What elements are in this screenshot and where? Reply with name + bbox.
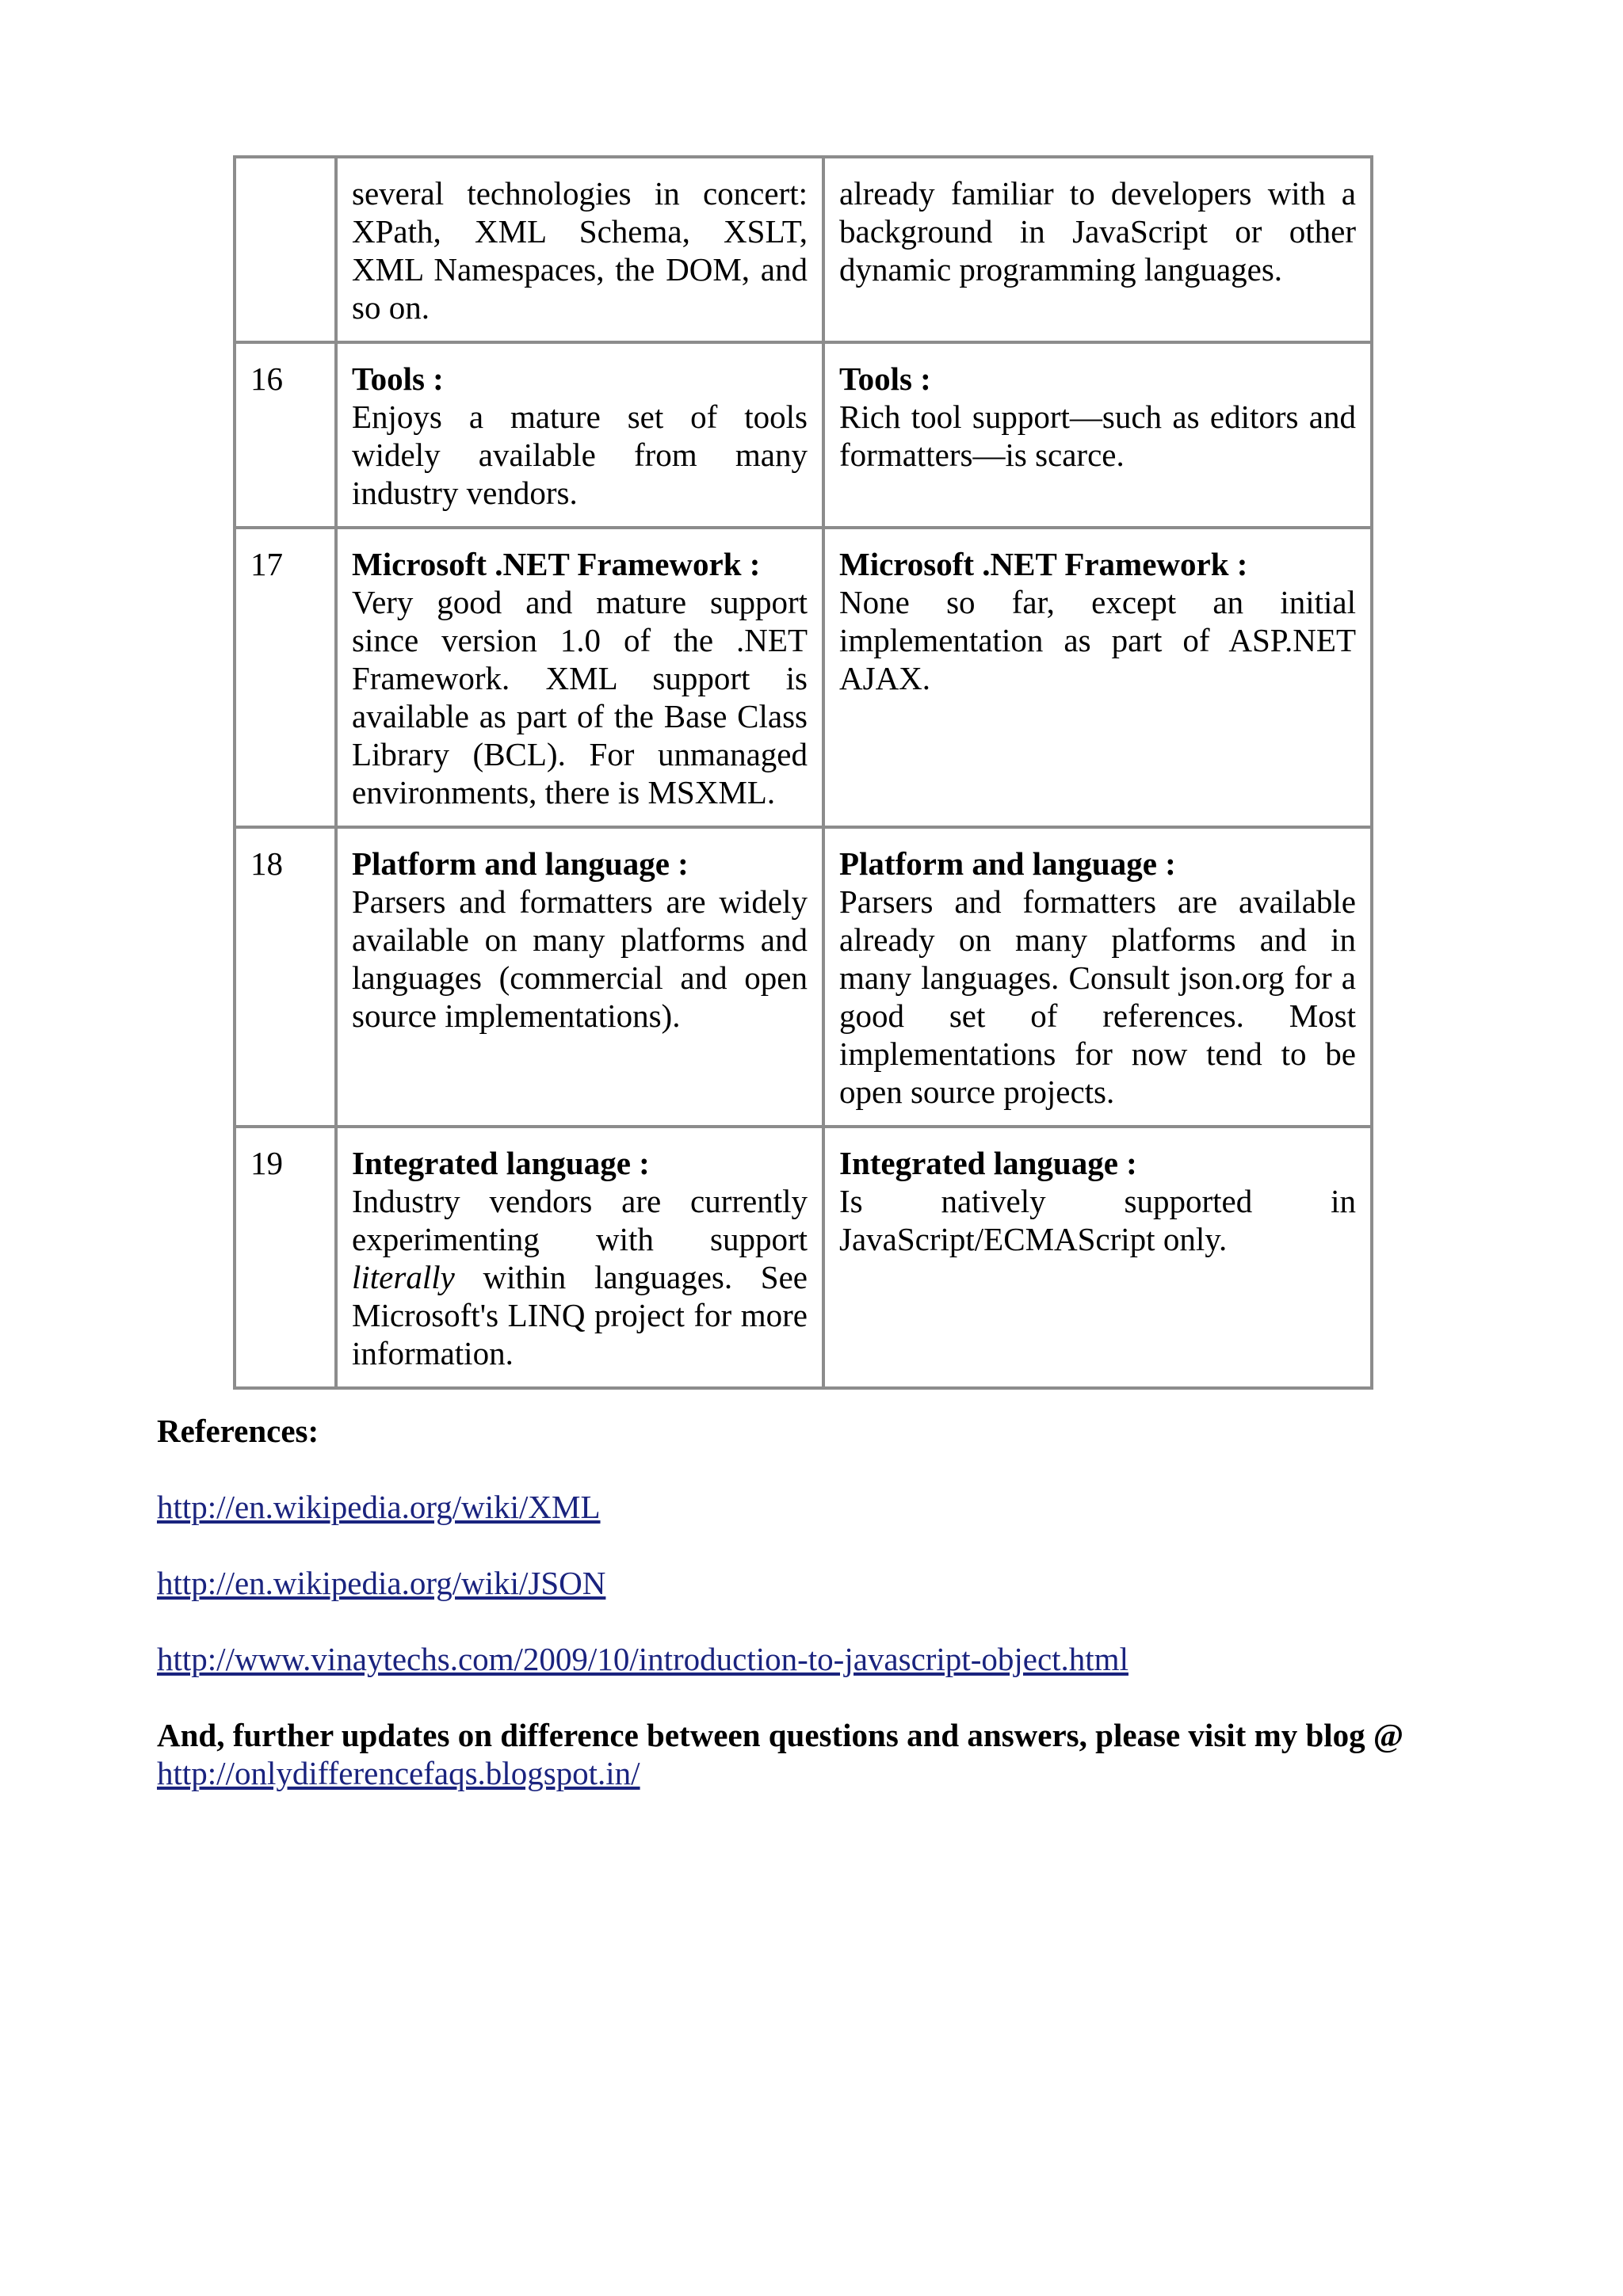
xml-cell <box>336 157 823 342</box>
json-cell-text: Rich tool support—such as editors and formatters—is scarce. <box>839 399 1356 473</box>
xml-cell-title: Tools : <box>352 360 444 397</box>
xml-cell-text: Enjoys a mature set of tools widely available from many industry vendors. <box>352 399 808 511</box>
row-number-cell: 19 <box>235 1127 336 1388</box>
xml-cell-text <box>352 1182 808 1372</box>
row-number-cell: 17 <box>235 528 336 827</box>
reference-link-vinaytechs[interactable]: http://www.vinaytechs.com/2009/10/introduction-to-javascript-object.html <box>157 1641 1128 1677</box>
json-cell-title: Tools : <box>839 360 931 397</box>
row-number-cell: 16 <box>235 342 336 528</box>
xml-cell <box>336 342 823 528</box>
json-cell <box>823 827 1372 1127</box>
xml-cell-text-part: within languages. See Microsoft's LINQ project for more information. <box>352 1259 808 1371</box>
blog-note: And, further updates on difference between questions and answers, please visit my blog @ <box>157 1717 1404 1753</box>
json-cell <box>823 528 1372 827</box>
json-cell-title: Integrated language : <box>839 1145 1137 1181</box>
row-number-cell <box>235 157 336 342</box>
references-section <box>157 1412 1457 1792</box>
xml-cell-title: Integrated language : <box>352 1145 650 1181</box>
json-cell-text: Is natively supported in JavaScript/ECMAScript only. <box>839 1183 1356 1257</box>
table-row <box>235 528 1372 827</box>
reference-link-json[interactable]: http://en.wikipedia.org/wiki/JSON <box>157 1565 606 1601</box>
json-cell-title: Platform and language : <box>839 845 1176 882</box>
blog-link[interactable]: http://onlydifferencefaqs.blogspot.in/ <box>157 1755 640 1791</box>
table-row <box>235 827 1372 1127</box>
json-cell <box>823 157 1372 342</box>
xml-cell-text: Very good and mature support since version 1.0 of the .NET Framework. XML support is available as part of the Base Class Library (BCL). For unmanaged environments, there is MSXML. <box>352 584 808 810</box>
references-heading: References: <box>157 1413 319 1449</box>
xml-cell <box>336 528 823 827</box>
json-cell <box>823 1127 1372 1388</box>
json-cell-text: already familiar to developers with a background in JavaScript or other dynamic programming languages. <box>839 175 1356 288</box>
json-cell <box>823 342 1372 528</box>
xml-cell-text-emphasis: literally <box>352 1259 455 1295</box>
xml-cell-text: Parsers and formatters are widely available on many platforms and languages (commercial and open source implementations). <box>352 883 808 1034</box>
xml-cell-text-part: Industry vendors are currently experimenting with support <box>352 1183 808 1257</box>
xml-cell <box>336 827 823 1127</box>
xml-cell-title: Platform and language : <box>352 845 689 882</box>
table-row <box>235 157 1372 342</box>
xml-cell <box>336 1127 823 1388</box>
reference-link-xml[interactable]: http://en.wikipedia.org/wiki/XML <box>157 1489 601 1525</box>
table-row <box>235 342 1372 528</box>
xml-cell-text: several technologies in concert: XPath, XML Schema, XSLT, XML Namespaces, the DOM, and so on. <box>352 175 808 326</box>
json-cell-text: Parsers and formatters are available already on many platforms and in many languages. Consult json.org for a good set of references. Most implementations for now tend to be open source projects. <box>839 883 1356 1110</box>
json-cell-title: Microsoft .NET Framework : <box>839 546 1248 582</box>
json-cell-text: None so far, except an initial implementation as part of ASP.NET AJAX. <box>839 584 1356 696</box>
comparison-table <box>233 155 1373 1390</box>
table-row <box>235 1127 1372 1388</box>
row-number-cell: 18 <box>235 827 336 1127</box>
xml-cell-title: Microsoft .NET Framework : <box>352 546 761 582</box>
